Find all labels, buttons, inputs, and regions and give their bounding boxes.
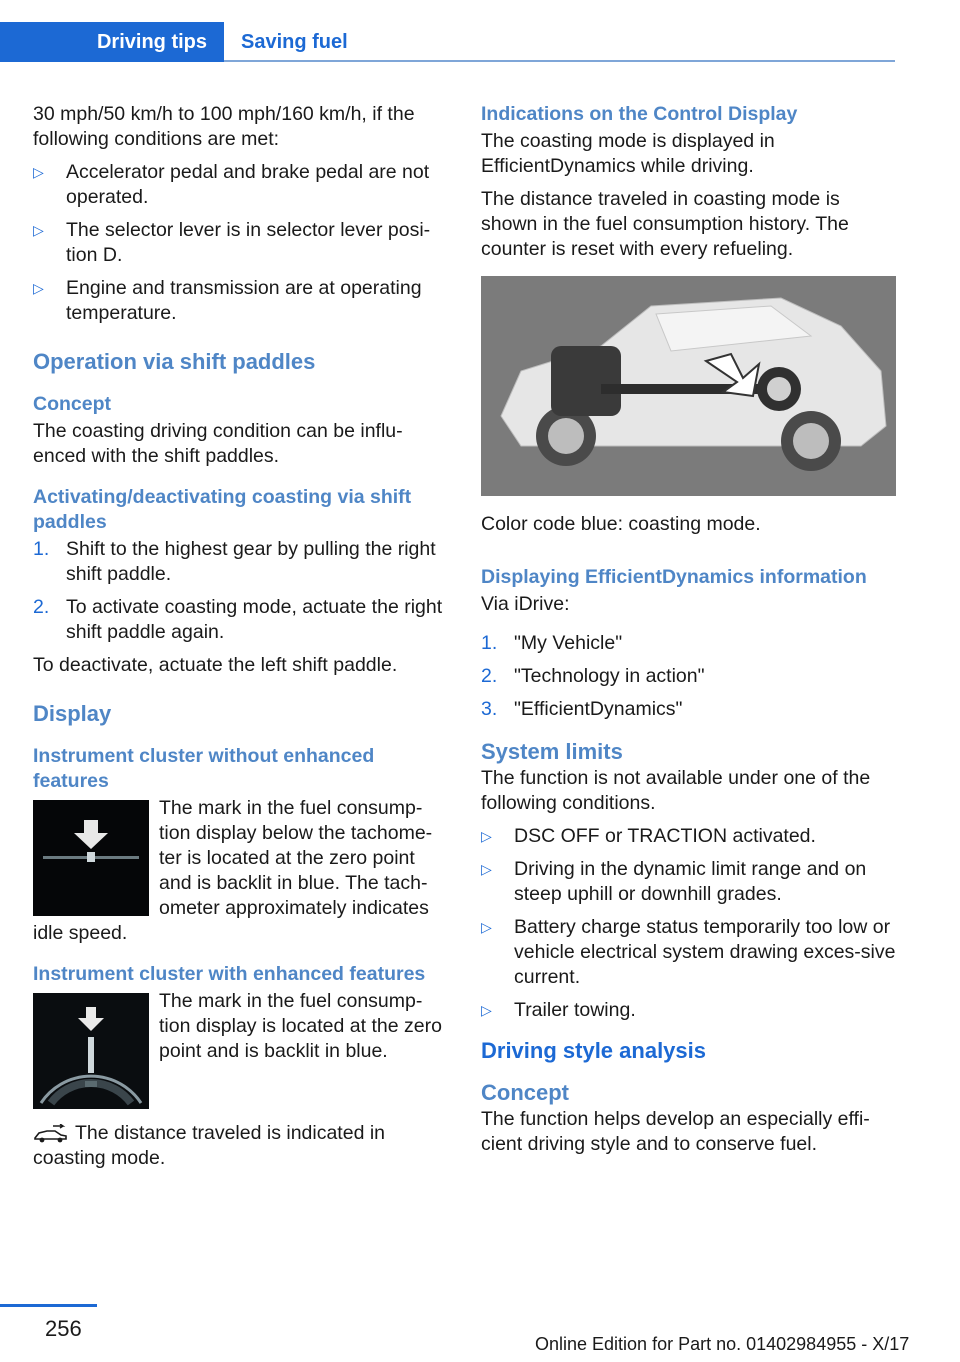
- distance-paragraph: The distance traveled is indicated in coasting mode.: [33, 1122, 386, 1169]
- section-tab-saving-fuel: Saving fuel: [241, 30, 348, 53]
- page-number: 256: [45, 1316, 82, 1341]
- down-arrow-icon: [33, 800, 149, 916]
- conditions-list: [33, 160, 451, 326]
- page-header: [0, 22, 895, 62]
- heading-shift-paddles: Operation via shift paddles: [33, 349, 316, 374]
- concept2-paragraph: The function helps develop an especially effi‐cient driving style and to conserve fuel.: [481, 1108, 870, 1155]
- list-item: ▷ The selector lever is in selector lever posi‐tion D.: [33, 219, 431, 266]
- with-paragraph: The mark in the fuel consump‐tion display is located at the zero point and is backlit in blue.: [159, 990, 442, 1062]
- heading-concept: Concept: [33, 393, 111, 415]
- limits-list: [481, 824, 897, 1023]
- steps-list: [33, 537, 451, 645]
- heading-indications: Indications on the Control Display: [481, 103, 798, 125]
- heading-without-enhanced: Instrument cluster without enhanced features: [33, 745, 375, 792]
- header-rule: [224, 60, 895, 62]
- list-item: ▷ DSC OFF or TRACTION activated.: [481, 825, 816, 847]
- triangle-right-icon: ▷: [481, 1002, 492, 1018]
- instrument-cluster-basic-image: [33, 800, 149, 916]
- section-tab-driving-tips: Driving tips: [0, 22, 224, 62]
- with-block: [33, 989, 451, 1113]
- heading-driving-style-analysis: Driving style analysis: [481, 1038, 706, 1063]
- indications-paragraph-2: The distance traveled in coasting mode is shown in the fuel consumption history. The counter is reset with every refueling.: [481, 188, 849, 260]
- gauge-icon: [33, 993, 149, 1109]
- concept-paragraph: The coasting driving condition can be influ‐enced with the shift paddles.: [33, 420, 403, 467]
- edition-note: Online Edition for Part no. 01402984955 - X/17: [535, 1334, 910, 1354]
- right-column: [481, 102, 897, 1165]
- list-item: 3. "EfficientDynamics": [481, 698, 683, 720]
- instrument-cluster-enhanced-image: [33, 993, 149, 1109]
- list-item: 1. Shift to the highest gear by pulling the right shift paddle.: [33, 538, 436, 585]
- triangle-right-icon: ▷: [33, 280, 44, 296]
- vehicle-drivetrain-image: [481, 276, 896, 496]
- heading-concept-2: Concept: [481, 1080, 569, 1105]
- heading-activating: Activating/deactivating coasting via shift paddles: [33, 486, 412, 533]
- left-column: [33, 102, 451, 1179]
- menu-path-list: [481, 631, 897, 722]
- triangle-right-icon: ▷: [481, 828, 492, 844]
- indications-paragraph-1: The coasting mode is displayed in EfficientDynamics while driving.: [481, 130, 775, 177]
- heading-displaying-info: Displaying EfficientDynamics information: [481, 566, 867, 588]
- list-item: ▷ Battery charge status temporarily too low or vehicle electrical system drawing exces‐sive current.: [481, 916, 896, 988]
- image-caption: Color code blue: coasting mode.: [481, 513, 761, 535]
- triangle-right-icon: ▷: [33, 222, 44, 238]
- without-paragraph: The mark in the fuel consump‐tion display below the tachome‐ter is located at the zero point and is backlit in blue. The tach‐ometer approximately indicates idle speed.: [33, 797, 433, 944]
- heading-with-enhanced: Instrument cluster with enhanced features: [33, 963, 426, 985]
- footer-rule: [0, 1304, 97, 1307]
- list-item: ▷ Accelerator pedal and brake pedal are not operated.: [33, 161, 430, 208]
- via-idrive: Via iDrive:: [481, 593, 570, 615]
- deactivate-paragraph: To deactivate, actuate the left shift paddle.: [33, 654, 398, 676]
- without-block: [33, 796, 451, 946]
- list-item: 1. "My Vehicle": [481, 632, 623, 654]
- intro-paragraph: 30 mph/50 km/h to 100 mph/160 km/h, if the following conditions are met:: [33, 103, 415, 150]
- limits-intro: The function is not available under one of the following conditions.: [481, 767, 871, 814]
- list-item: ▷ Trailer towing.: [481, 999, 636, 1021]
- coasting-car-icon: [33, 1124, 69, 1144]
- triangle-right-icon: ▷: [481, 919, 492, 935]
- list-item: 2. "Technology in action": [481, 665, 705, 687]
- list-item: ▷ Engine and transmission are at operating temperature.: [33, 277, 422, 324]
- list-item: ▷ Driving in the dynamic limit range and on steep uphill or downhill grades.: [481, 858, 867, 905]
- list-item: 2. To activate coasting mode, actuate the right shift paddle again.: [33, 596, 443, 643]
- heading-display: Display: [33, 701, 112, 726]
- triangle-right-icon: ▷: [33, 164, 44, 180]
- triangle-right-icon: ▷: [481, 861, 492, 877]
- heading-system-limits: System limits: [481, 739, 623, 764]
